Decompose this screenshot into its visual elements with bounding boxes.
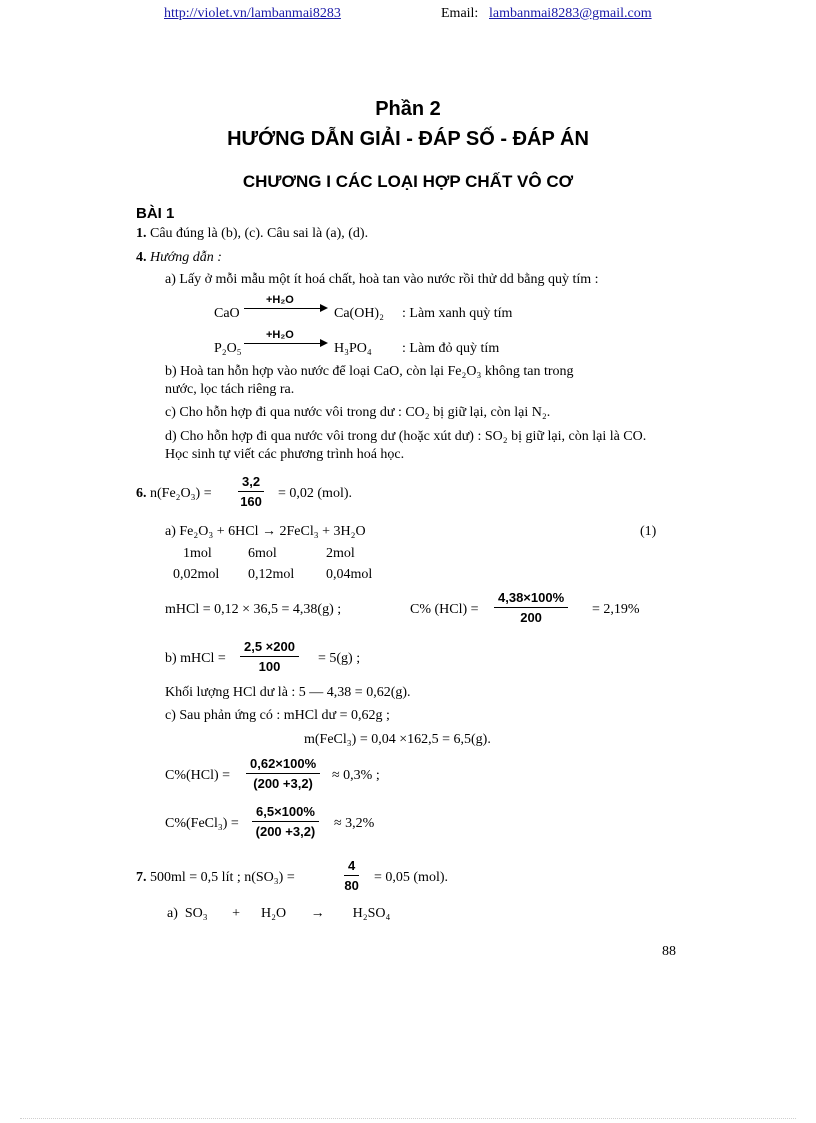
q7-number: 7. — [136, 870, 147, 885]
q6-c3-lhs: C%(FeCl₃) = — [165, 816, 239, 831]
stoich-cell: 1mol — [183, 546, 212, 561]
q1 — [136, 226, 368, 242]
q6-conc-hcl-fraction — [494, 590, 568, 625]
q4-part-d-line2: Học sinh tự viết các phương trình hoá học. — [165, 447, 405, 462]
q4-reaction2-left: P₂O₅ — [214, 341, 242, 356]
q6-moles-fraction — [238, 474, 264, 509]
stoich-cell: 0,04mol — [326, 567, 373, 582]
q6-c3-fraction — [252, 804, 319, 839]
fraction-denominator: (200 +3,2) — [253, 776, 313, 791]
q6-c2-fraction — [246, 756, 320, 791]
fraction-denominator: 200 — [520, 610, 542, 625]
q6-c2-rhs: ≈ 0,3% ; — [332, 768, 380, 783]
q4-part-b-line1: b) Hoà tan hỗn hợp vào nước để loại CaO, còn lại Fe₂O₃ không tan trong — [165, 364, 574, 379]
q6-conc-hcl-rhs: = 2,19% — [592, 602, 640, 617]
page-bottom-divider — [20, 1118, 796, 1119]
q4-reaction2-right: H₃PO₄ — [334, 341, 372, 356]
q7-lhs: 500ml = 0,5 lít ; n(SO₃) = — [150, 870, 295, 885]
q6-equation-number: (1) — [640, 524, 657, 539]
reaction-arrow-1-label: +H₂O — [266, 294, 294, 306]
main-title: HƯỚNG DẪN GIẢI - ĐÁP SỐ - ĐÁP ÁN — [227, 128, 589, 150]
fraction-numerator: 6,5×100% — [252, 804, 319, 822]
q4-number: 4. — [136, 250, 147, 265]
fraction-denominator: 160 — [240, 494, 262, 509]
header-email[interactable]: lambanmai8283@gmail.com — [489, 6, 652, 21]
q7-equation: a) SO₃ + H₂O → H₂SO₄ — [167, 906, 391, 921]
q6-mass-hcl: mHCl = 0,12 × 36,5 = 4,38(g) ; — [165, 602, 342, 617]
q7-rhs: = 0,05 (mol). — [374, 870, 448, 885]
q4-part-d-line1: d) Cho hỗn hợp đi qua nước vôi trong dư (hoặc xút dư) : SO₂ bị giữ lại, còn lại là CO. — [165, 429, 647, 444]
fraction-denominator: (200 +3,2) — [255, 824, 316, 839]
q4-reaction1-right: Ca(OH)₂ — [334, 306, 384, 321]
q6-c3-rhs: ≈ 3,2% — [334, 816, 375, 831]
stoich-cell: 6mol — [248, 546, 277, 561]
q6-moles-label: n(Fe₂O₃) = — [150, 486, 212, 501]
q4-heading — [136, 250, 222, 266]
q4-label: Hướng dẫn : — [150, 250, 222, 265]
reaction-arrow-2-label: +H₂O — [266, 329, 294, 341]
reaction-arrow-2 — [244, 331, 330, 351]
q6-b-fraction — [240, 639, 299, 674]
q6-equation: a) Fe₂O₃ + 6HCl → 2FeCl₃ + 3H₂O — [165, 524, 366, 539]
lesson-title: BÀI 1 — [136, 205, 175, 222]
chapter-title: CHƯƠNG I CÁC LOẠI HỢP CHẤT VÔ CƠ — [242, 172, 574, 191]
reaction-arrow-1 — [244, 296, 330, 316]
q4-part-a: a) Lấy ở mỗi mẫu một ít hoá chất, hoà tan vào nước rồi thử dd bằng quỳ tím : — [165, 272, 599, 287]
q6-conc-hcl-lhs: C% (HCl) = — [410, 602, 479, 617]
page-number: 88 — [662, 944, 676, 959]
stoich-cell: 0,12mol — [248, 567, 295, 582]
q4-part-c: c) Cho hỗn hợp đi qua nước vôi trong dư : CO₂ bị giữ lại, còn lại N₂. — [165, 405, 551, 420]
header-email-label: Email: — [441, 6, 479, 21]
stoich-cell: 0,02mol — [173, 567, 220, 582]
q6-excess: Khối lượng HCl dư là : 5 — 4,38 = 0,62(g). — [165, 685, 411, 700]
q1-text: Câu đúng là (b), (c). Câu sai là (a), (d). — [150, 226, 369, 241]
fraction-numerator: 3,2 — [238, 474, 264, 492]
q4-reaction1-left: CaO — [214, 306, 240, 321]
fraction-numerator: 2,5 ×200 — [240, 639, 299, 657]
q7-fraction — [344, 858, 359, 893]
q6-b-lhs: b) mHCl = — [165, 651, 226, 666]
q6-c2-lhs: C%(HCl) = — [165, 768, 231, 783]
q6-b-rhs: = 5(g) ; — [318, 651, 361, 666]
stoich-cell: 2mol — [326, 546, 355, 561]
q6-moles-rhs: = 0,02 (mol). — [278, 486, 352, 501]
part-title: Phần 2 — [375, 98, 441, 120]
q7-lhs-line — [136, 870, 295, 886]
fraction-denominator: 80 — [344, 878, 359, 893]
fraction-numerator: 0,62×100% — [246, 756, 320, 774]
q6-c-after: c) Sau phản ứng có : mHCl dư = 0,62g ; — [165, 708, 390, 723]
fraction-numerator: 4 — [344, 858, 359, 876]
q4-part-b-line2: nước, lọc tách riêng ra. — [165, 382, 295, 397]
q4-reaction2-note: : Làm đỏ quỳ tím — [402, 341, 500, 356]
fraction-numerator: 4,38×100% — [494, 590, 568, 608]
q6-number: 6. — [136, 486, 147, 501]
header-url[interactable]: http://violet.vn/lambanmai8283 — [164, 6, 341, 21]
q1-number: 1. — [136, 226, 147, 241]
q4-reaction1-note: : Làm xanh quỳ tím — [402, 306, 513, 321]
q6-moles-lhs — [136, 486, 212, 502]
fraction-denominator: 100 — [258, 659, 281, 674]
q6-mass-fecl3: m(FeCl₃) = 0,04 ×162,5 = 6,5(g). — [304, 732, 491, 747]
